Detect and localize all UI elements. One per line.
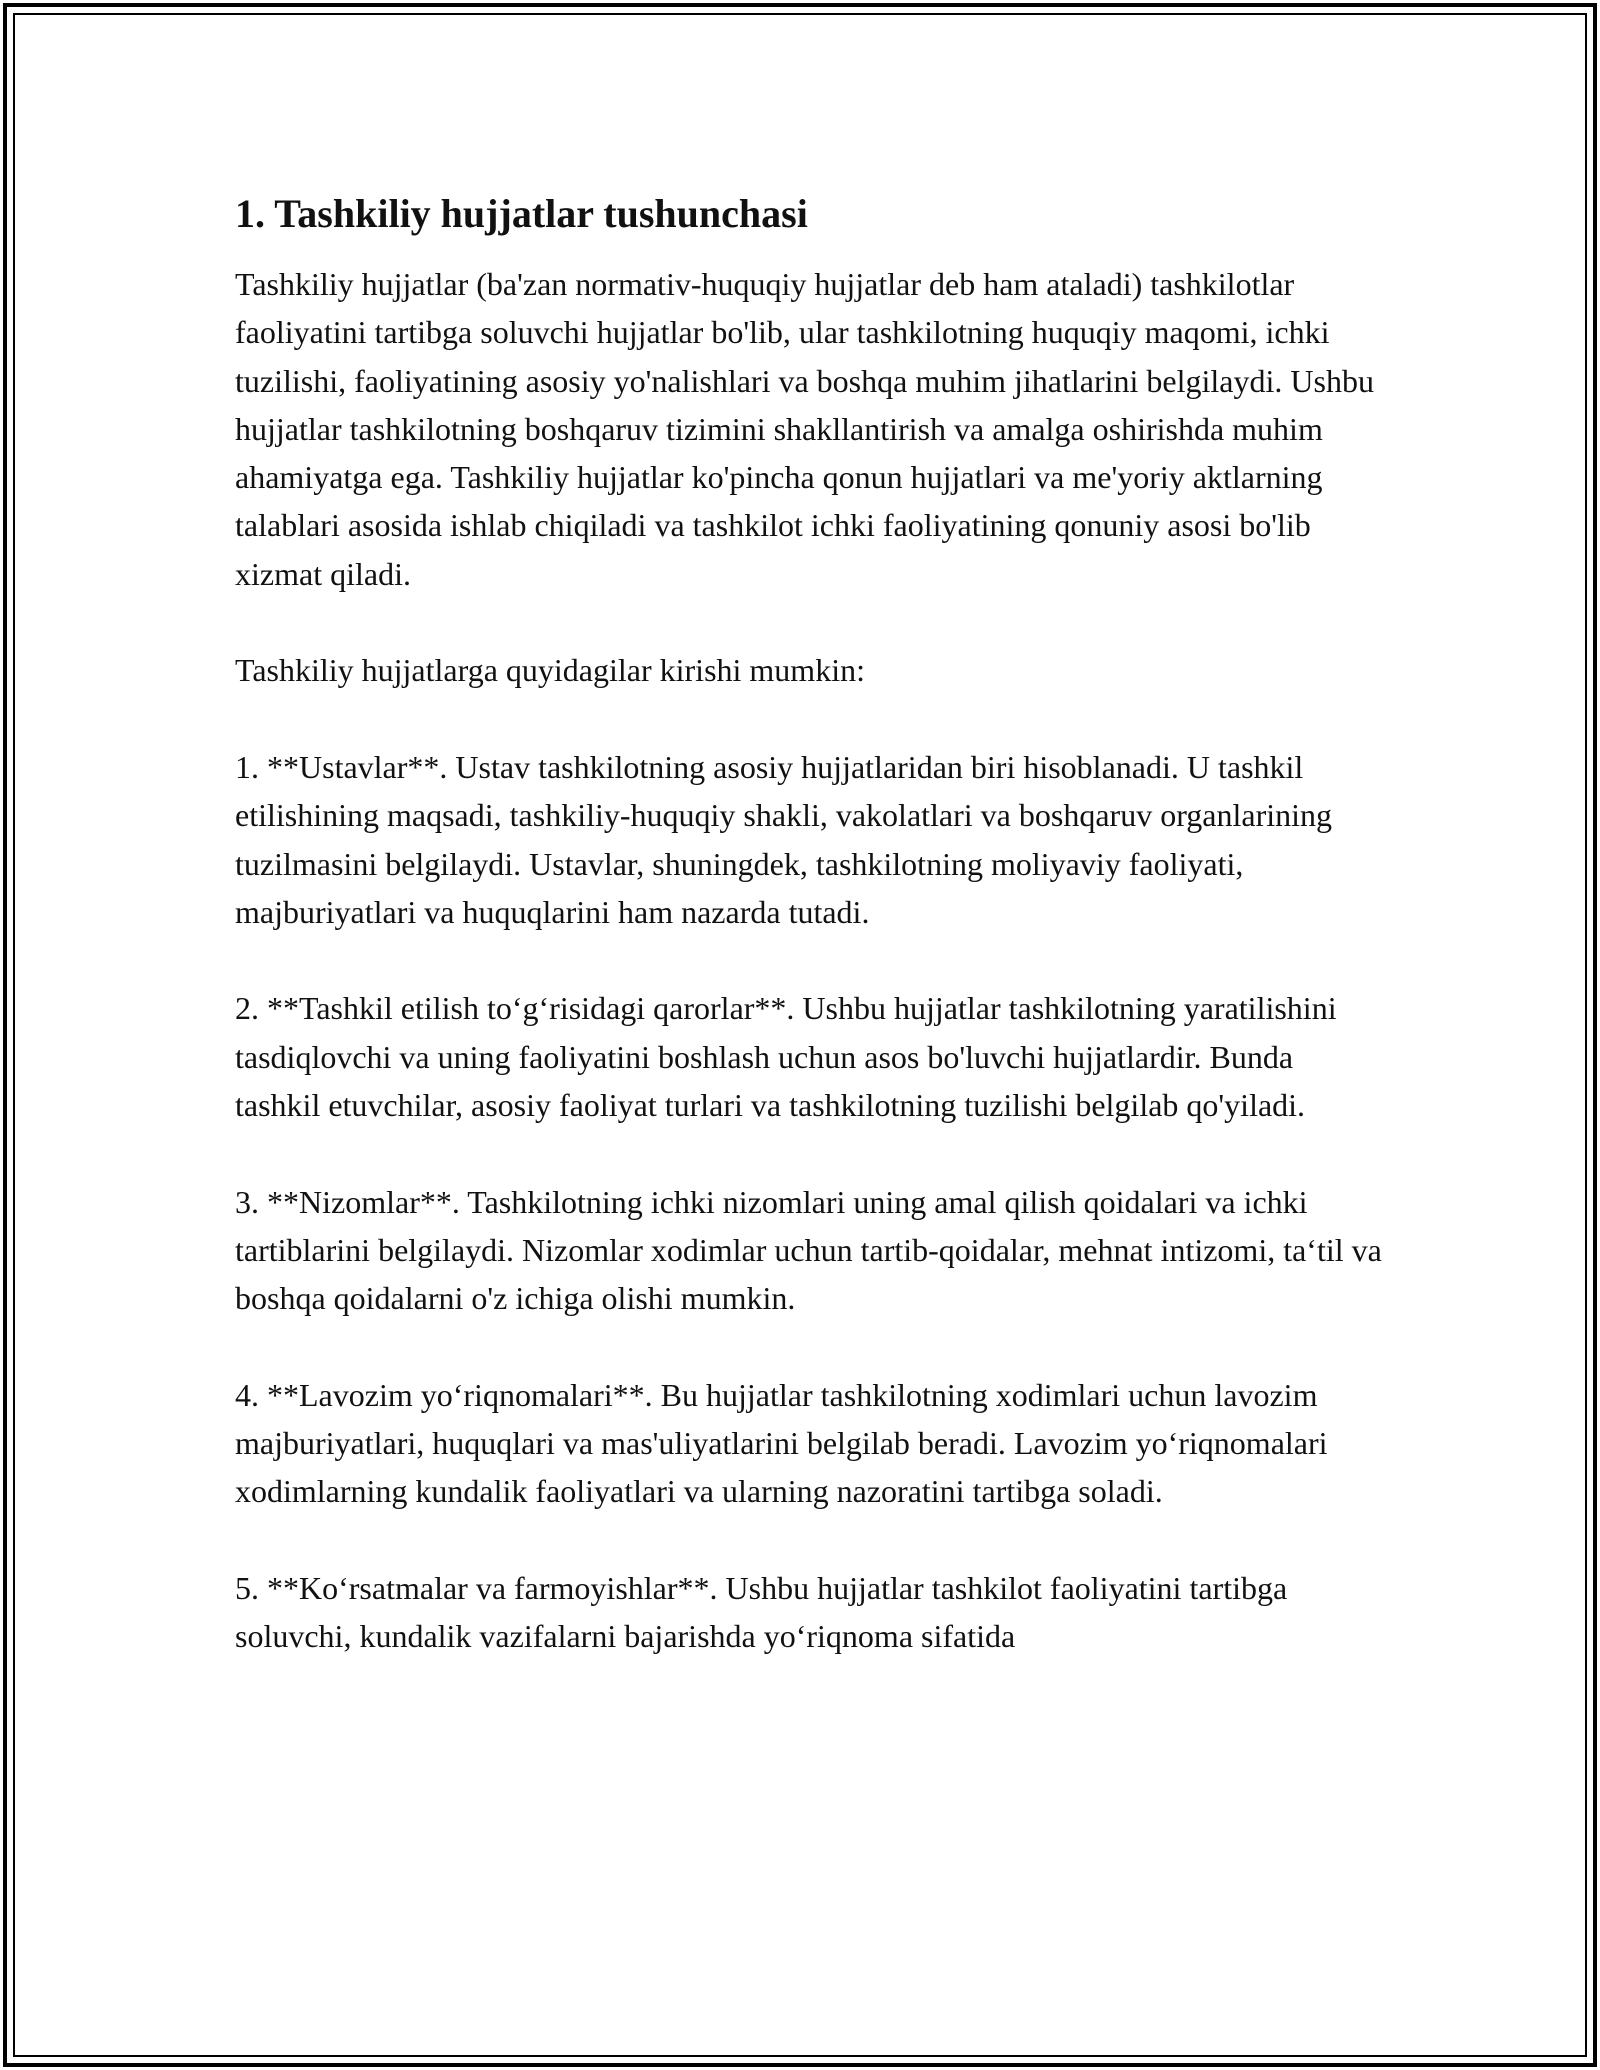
list-item-nizomlar: 3. **Nizomlar**. Tashkilotning ichki nizomlari uning amal qilish qoidalari va ichki tartiblarini belgilaydi. Nizomlar xodimlar uchun tartib-qoidalar, mehnat intizomi, ta‘til va boshqa qoidalarni o'z ichiga olishi mumkin.	[235, 1183, 1382, 1317]
section-heading: 1. Tashkiliy hujjatlar tushunchasi	[235, 191, 808, 236]
list-item-korsatmalar: 5. **Ko‘rsatmalar va farmoyishlar**. Ushbu hujjatlar tashkilot faoliyatini tartibga soluvchi, kundalik vazifalarni bajarishda yo‘riqnoma sifatida	[235, 1570, 1288, 1655]
list-item-lavozim-yoriqnomalari: 4. **Lavozim yo‘riqnomalari**. Bu hujjatlar tashkilotning xodimlari uchun lavozim majburiyatlari, huquqlari va mas'uliyatlarini belgilab beradi. Lavozim yo‘riqnomalari xodimlarning kundalik faoliyatlari va ularning nazoratini tartibga soladi.	[235, 1376, 1328, 1510]
document-body	[235, 186, 1385, 1661]
list-intro-paragraph: Tashkiliy hujjatlarga quyidagilar kirishi mumkin:	[235, 652, 865, 689]
list-item-qarorlar: 2. **Tashkil etilish to‘g‘risidagi qarorlar**. Ushbu hujjatlar tashkilotning yaratilishini tasdiqlovchi va uning faoliyatini boshlash uchun asos bo'luvchi hujjatlardir. Bunda tashkil etuvchilar, asosiy faoliyat turlari va tashkilotning tuzilishi belgilab qo'yiladi.	[235, 990, 1337, 1124]
intro-paragraph: Tashkiliy hujjatlar (ba'zan normativ-huquqiy hujjatlar deb ham ataladi) tashkilotlar faoliyatini tartibga soluvchi hujjatlar bo'lib, ular tashkilotning huquqiy maqomi, ichki tuzilishi, faoliyatining asosiy yo'nalishlari va boshqa muhim jihatlarini belgilaydi. Ushbu hujjatlar tashkilotning boshqaruv tizimini shakllantirish va amalga oshirishda muhim ahamiyatga ega. Tashkiliy hujjatlar ko'pincha qonun hujjatlari va me'yoriy aktlarning talablari asosida ishlab chiqiladi va tashkilot ichki faoliyatining qonuniy asosi bo'lib xizmat qiladi.	[235, 266, 1374, 592]
list-item-ustavlar: 1. **Ustavlar**. Ustav tashkilotning asosiy hujjatlaridan biri hisoblanadi. U tashkil etilishining maqsadi, tashkiliy-huquqiy shakli, vakolatlari va boshqaruv organlarining tuzilmasini belgilaydi. Ustavlar, shuningdek, tashkilotning moliyaviy faoliyati, majburiyatlari va huquqlarini ham nazarda tutadi.	[235, 748, 1332, 930]
